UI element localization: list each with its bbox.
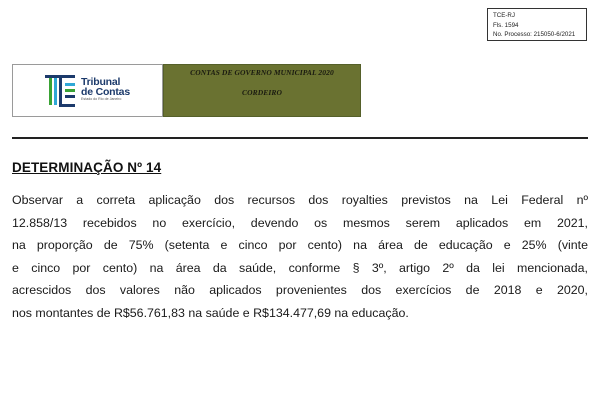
- process-stamp: [487, 8, 587, 41]
- logo-subtitle: Estado do Rio de Janeiro: [81, 97, 122, 101]
- stamp-page: Fls. 1594: [493, 21, 519, 29]
- paragraph-line: na proporção de 75% (setenta e cinco por cento) na área de educação e 25% (vinte: [12, 238, 588, 253]
- logo-name-line2: de Contas: [81, 86, 130, 98]
- logo-wordmark: [81, 77, 130, 102]
- tribunal-logo-icon: [45, 75, 75, 107]
- paragraph-line: 12.858/13 recebidos no exercício, devendo os mesmos serem aplicados em 2021,: [12, 215, 588, 230]
- paragraph-line: e cinco por cento) na área da saúde, conforme § 3º, artigo 2º da lei mencionada,: [12, 260, 588, 275]
- logo-box: [12, 64, 163, 117]
- header-municipality: CORDEIRO: [242, 88, 282, 97]
- stamp-process-number: No. Processo: 215050-6/2021: [493, 31, 576, 38]
- header-title-box: [163, 64, 361, 117]
- paragraph-line: acrescidos dos valores não aplicados provenientes dos exercícios de 2018 e 2020,: [12, 283, 588, 298]
- determination-paragraph: [12, 189, 588, 325]
- paragraph-line: Observar a correta aplicação dos recursos dos royalties previstos na Lei Federal nº: [12, 193, 588, 207]
- header-title: CONTAS DE GOVERNO MUNICIPAL 2020: [190, 68, 334, 77]
- section-heading: DETERMINAÇÃO Nº 14: [12, 160, 162, 175]
- paragraph-line: nos montantes de R$56.761,83 na saúde e R$134.477,69 na educação.: [12, 305, 409, 320]
- logo-name-line1: Tribunal: [81, 76, 121, 88]
- stamp-org: TCE-RJ: [493, 12, 515, 19]
- header-divider: [12, 137, 588, 139]
